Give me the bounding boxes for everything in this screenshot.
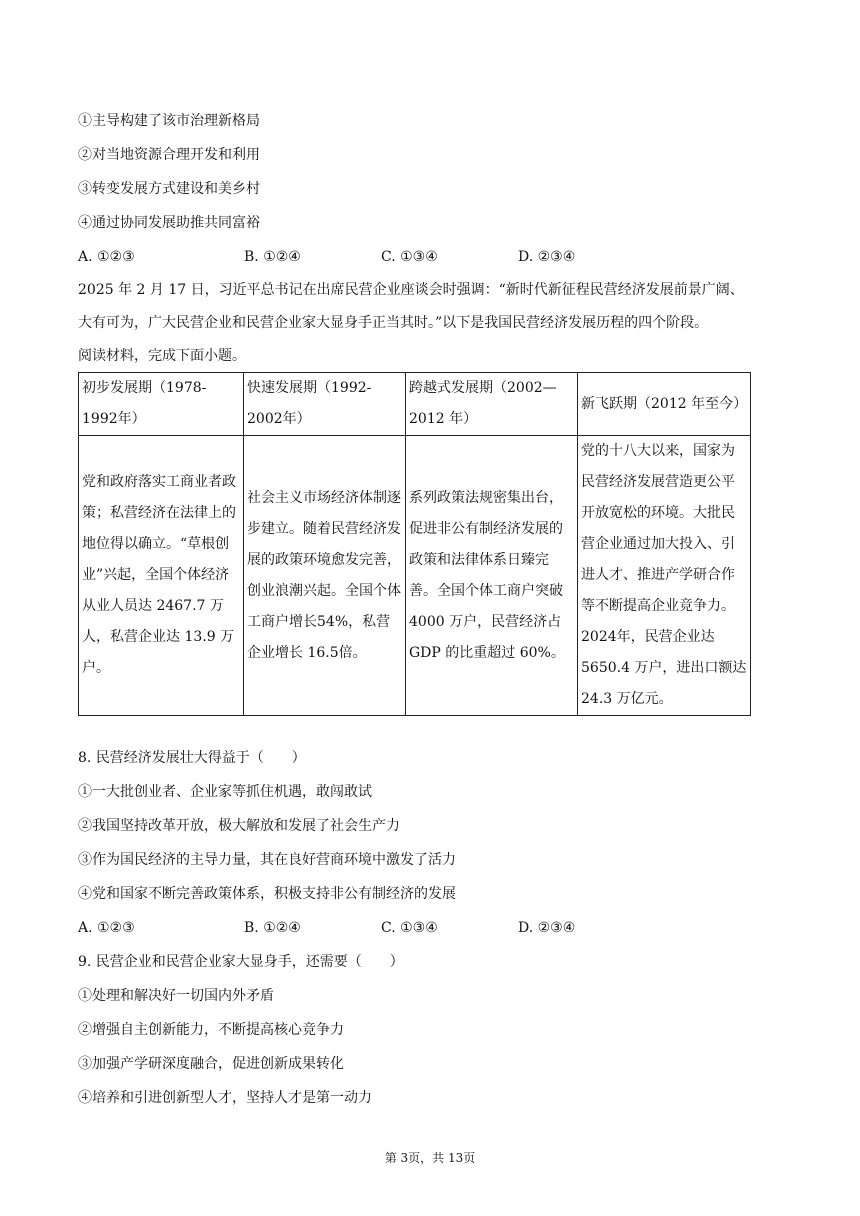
header-stage-1: 初步发展期（1978-1992年） bbox=[79, 373, 244, 436]
intro-line-2: 大有可为，广大民营企业和民营企业家大显身手正当其时。”以下是我国民营经济发展历程的四个阶段。 bbox=[78, 315, 709, 331]
prev-option-3: ③转变发展方式建设和美乡村 bbox=[78, 181, 260, 197]
header-stage-4: 新飞跃期（2012 年至今） bbox=[578, 373, 751, 436]
page-footer: 第 3页，共 13页 bbox=[384, 1151, 476, 1165]
prev-answer-c[interactable]: C. ①③④ bbox=[381, 249, 438, 265]
q8-answer-d[interactable]: D. ②③④ bbox=[518, 920, 576, 936]
q8-answer-a[interactable]: A. ①②③ bbox=[78, 920, 135, 936]
intro-line-3: 阅读材料，完成下面小题。 bbox=[78, 348, 246, 364]
header-stage-3: 跨越式发展期（2002—2012 年） bbox=[406, 373, 578, 436]
q8-answer-b[interactable]: B. ①②④ bbox=[244, 920, 301, 936]
q9-stem: 9. 民营企业和民营企业家大显身手，还需要（ ） bbox=[78, 954, 404, 970]
prev-answer-a[interactable]: A. ①②③ bbox=[78, 249, 135, 265]
q8-option-1: ①一大批创业者、企业家等抓住机遇，敢闯敢试 bbox=[78, 784, 372, 800]
q8-stem: 8. 民营经济发展壮大得益于（ ） bbox=[78, 750, 306, 766]
header-stage-2: 快速发展期（1992-2002年） bbox=[244, 373, 406, 436]
table-content-row bbox=[79, 436, 751, 716]
q8-option-2: ②我国坚持改革开放，极大解放和发展了社会生产力 bbox=[78, 818, 400, 834]
q9-option-4: ④培养和引进创新型人才，坚持人才是第一动力 bbox=[78, 1090, 372, 1106]
q8-answer-c[interactable]: C. ①③④ bbox=[381, 920, 438, 936]
q8-option-4: ④党和国家不断完善政策体系，积极支持非公有制经济的发展 bbox=[78, 886, 456, 902]
table-header-row bbox=[79, 373, 751, 436]
cell-stage-4: 党的十八大以来，国家为民营经济发展营造更公平开放宽松的环境。大批民营企业通过加大投入、引进人才、推进产学研合作等不断提高企业竞争力。2024年，民营企业达5650.4 万户，进出口额达24.3 万亿元。 bbox=[578, 436, 751, 716]
prev-option-2: ②对当地资源合理开发和利用 bbox=[78, 147, 260, 163]
q9-option-3: ③加强产学研深度融合，促进创新成果转化 bbox=[78, 1056, 344, 1072]
cell-stage-3: 系列政策法规密集出台，促进非公有制经济发展的政策和法律体系日臻完善。全国个体工商户突破 4000 万户，民营经济占 GDP 的比重超过 60%。 bbox=[406, 436, 578, 716]
q9-option-1: ①处理和解决好一切国内外矛盾 bbox=[78, 988, 274, 1004]
prev-option-4: ④通过协同发展助推共同富裕 bbox=[78, 215, 260, 231]
cell-stage-2: 社会主义市场经济体制逐步建立。随着民营经济发展的政策环境愈发完善，创业浪潮兴起。全国个体工商户增长54%，私营企业增长 16.5倍。 bbox=[244, 436, 406, 716]
prev-answer-b[interactable]: B. ①②④ bbox=[244, 249, 301, 265]
cell-stage-1: 党和政府落实工商业者政策；私营经济在法律上的地位得以确立。“草根创业”兴起，全国个体经济从业人员达 2467.7 万人，私营企业达 13.9 万户。 bbox=[79, 436, 244, 716]
material-intro bbox=[78, 274, 778, 373]
prev-option-1: ①主导构建了该市治理新格局 bbox=[78, 113, 260, 129]
prev-answer-d[interactable]: D. ②③④ bbox=[518, 249, 576, 265]
development-stages-table bbox=[78, 372, 751, 716]
intro-line-1: 2025 年 2 月 17 日，习近平总书记在出席民营企业座谈会时强调：“新时代新征程民营经济发展前景广阔、 bbox=[78, 282, 744, 298]
q8-option-3: ③作为国民经济的主导力量，其在良好营商环境中激发了活力 bbox=[78, 852, 456, 868]
q9-option-2: ②增强自主创新能力，不断提高核心竞争力 bbox=[78, 1022, 344, 1038]
